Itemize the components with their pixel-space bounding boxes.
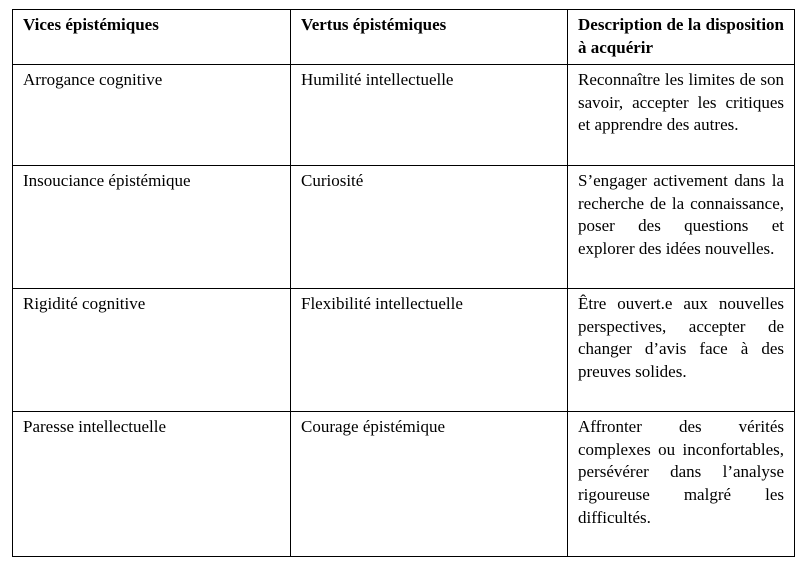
cell-description xyxy=(568,412,795,557)
header-description-text: Description de la disposition à acquérir xyxy=(578,15,784,57)
header-vertus: Vertus épistémiques xyxy=(291,10,568,65)
cell-description xyxy=(568,166,795,289)
cell-description xyxy=(568,65,795,166)
table-row xyxy=(13,65,795,166)
cell-vice: Paresse intellectuelle xyxy=(13,412,291,557)
cell-vice: Insouciance épistémique xyxy=(13,166,291,289)
cell-vertu: Curiosité xyxy=(291,166,568,289)
table-row xyxy=(13,289,795,412)
table-row xyxy=(13,412,795,557)
header-description xyxy=(568,10,795,65)
cell-description-text: Affronter des vérités complexes ou inconfortables, persévérer dans l’analyse rigoureuse malgré les difficultés. xyxy=(578,417,784,527)
cell-vertu: Courage épistémique xyxy=(291,412,568,557)
header-vices: Vices épistémiques xyxy=(13,10,291,65)
cell-description-text: Reconnaître les limites de son savoir, accepter les critiques et apprendre des autres. xyxy=(578,70,784,135)
cell-vice: Rigidité cognitive xyxy=(13,289,291,412)
cell-vertu: Flexibilité intellectuelle xyxy=(291,289,568,412)
table-row xyxy=(13,166,795,289)
cell-description-text: Être ouvert.e aux nouvelles perspectives, accepter de changer d’avis face à des preuves solides. xyxy=(578,294,784,381)
cell-vertu: Humilité intellectuelle xyxy=(291,65,568,166)
cell-description xyxy=(568,289,795,412)
epistemic-virtues-table xyxy=(12,9,795,557)
cell-description-text: S’engager activement dans la recherche de la connaissance, poser des questions et explorer des idées nouvelles. xyxy=(578,171,784,258)
table-header-row xyxy=(13,10,795,65)
cell-vice: Arrogance cognitive xyxy=(13,65,291,166)
